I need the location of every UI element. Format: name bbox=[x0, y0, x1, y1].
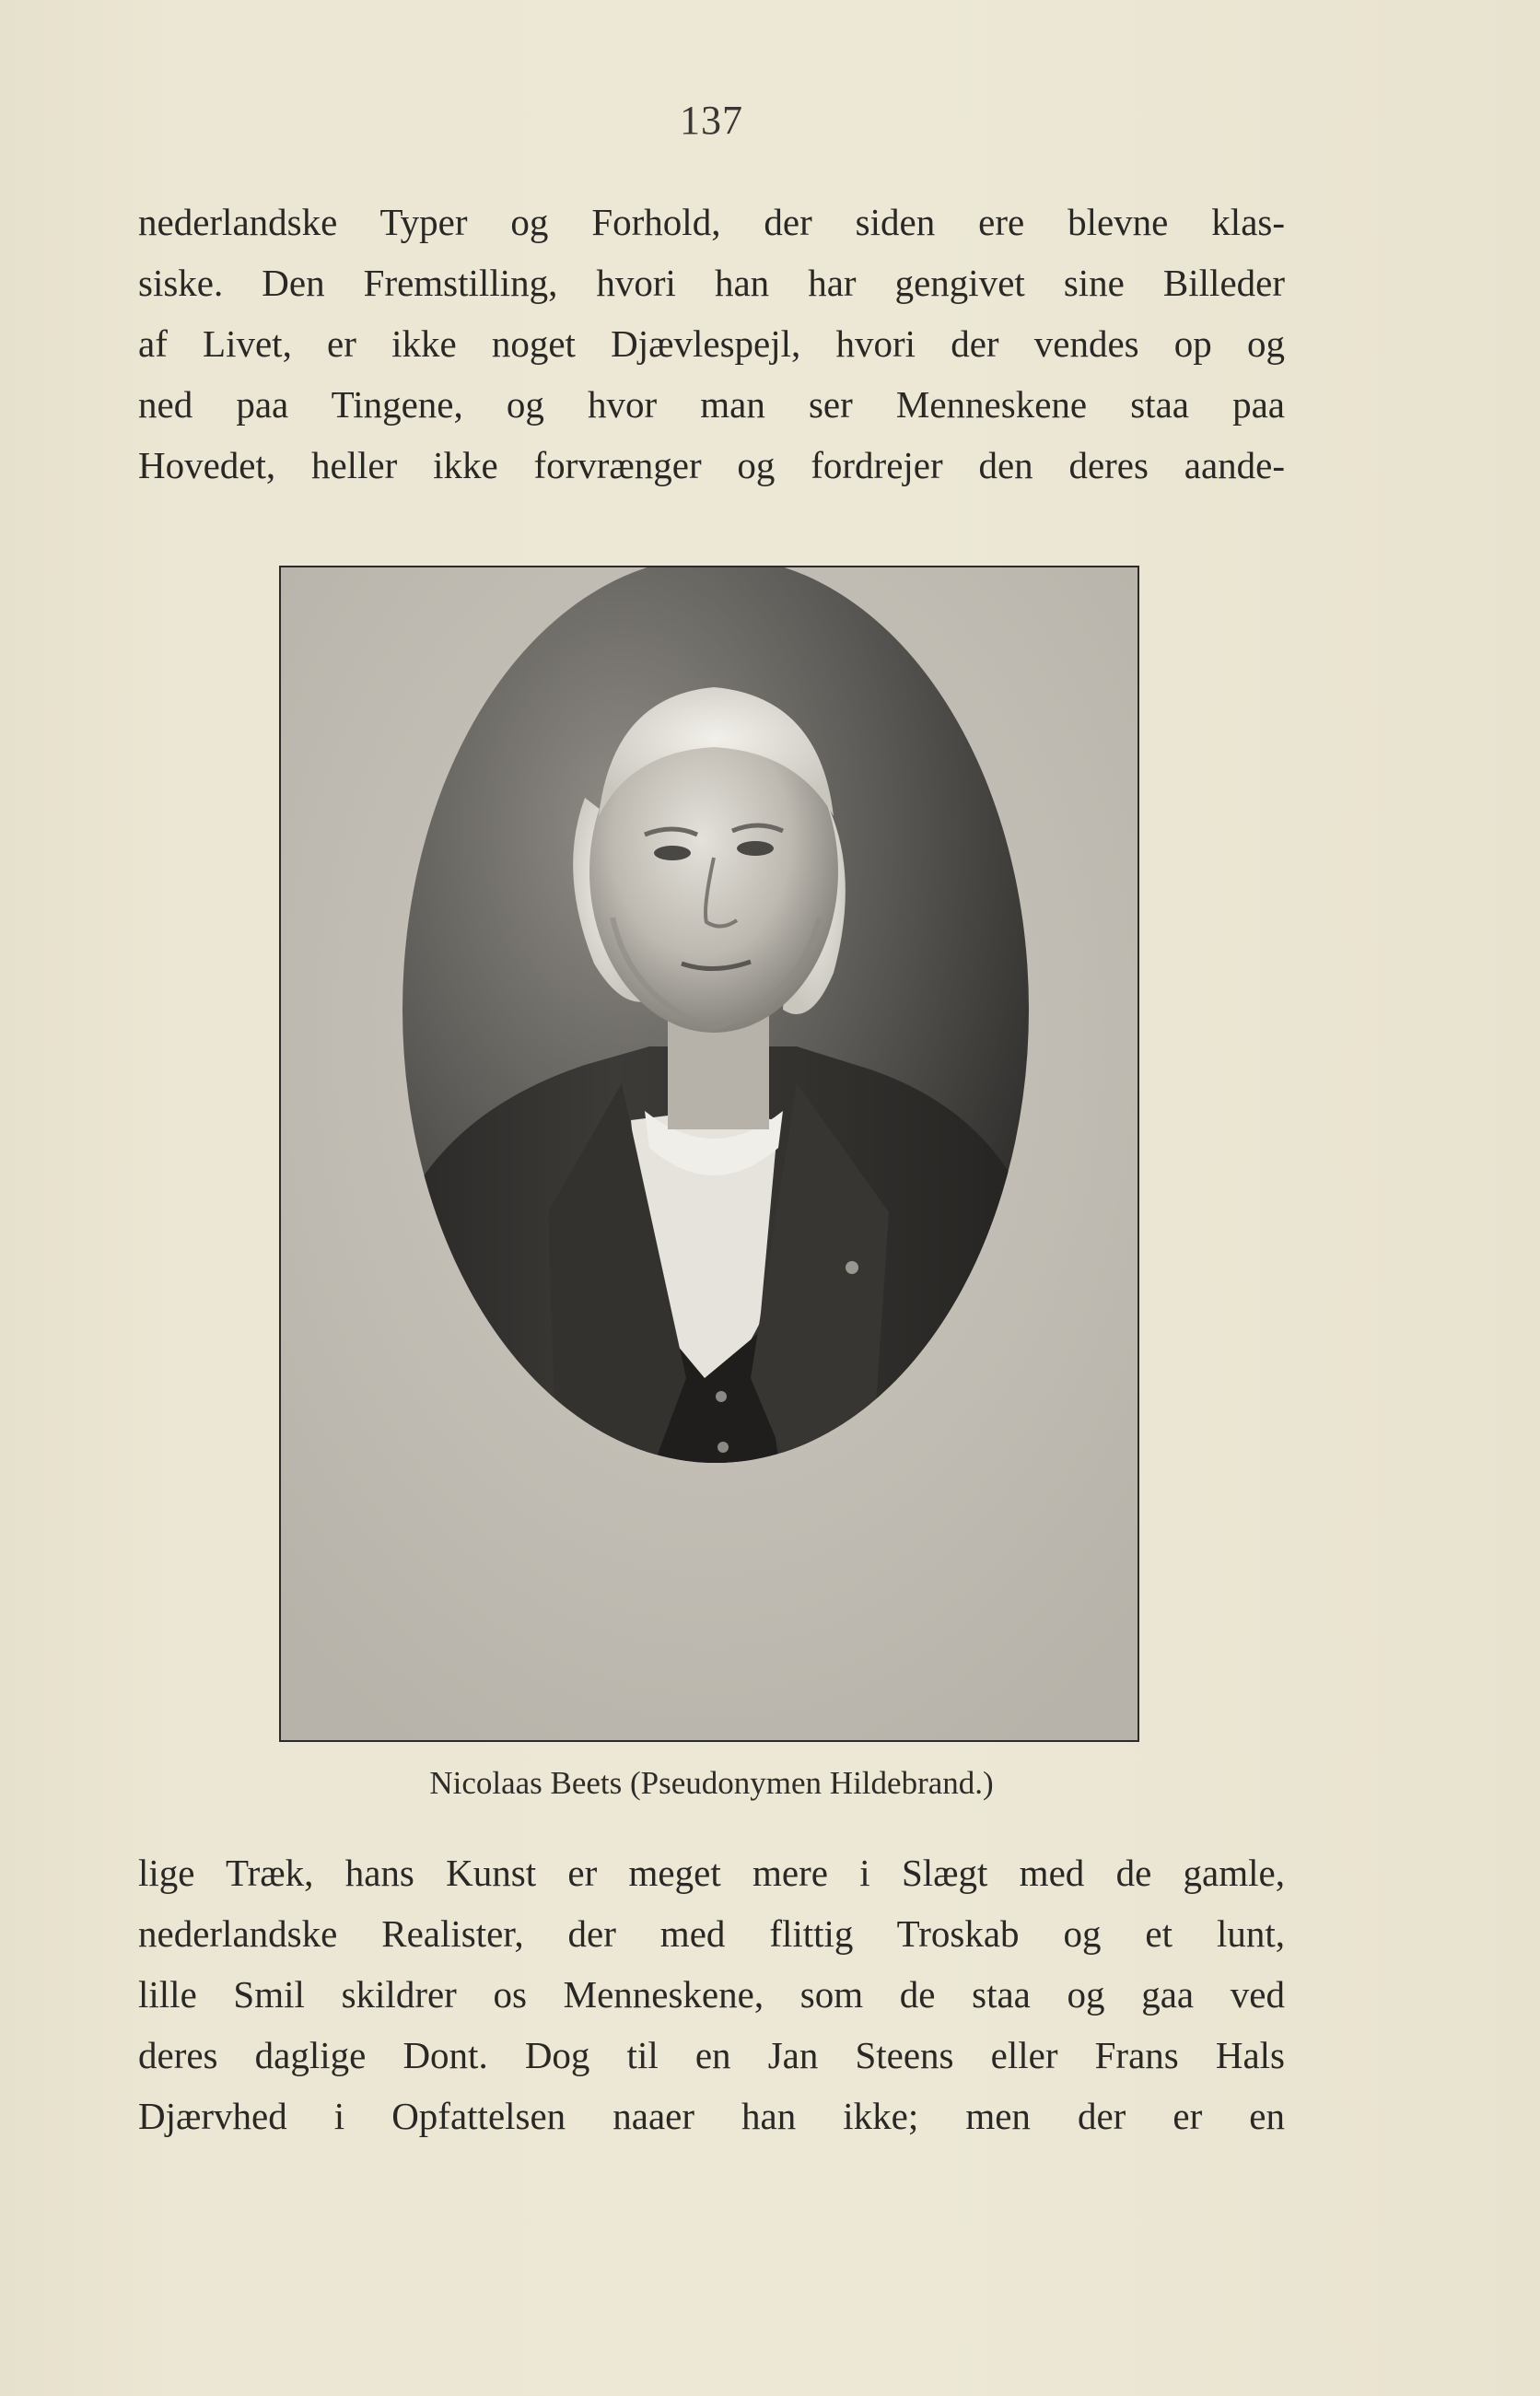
text-line: Djærvhed i Opfattelsen naaer han ikke; men der er en bbox=[138, 2095, 1285, 2137]
text-line: af Livet, er ikke noget Djævlespejl, hvori der vendes op og bbox=[138, 322, 1285, 365]
page-number: 137 bbox=[680, 98, 743, 143]
text-line: siske. Den Fremstilling, hvori han har gengivet sine Billeder bbox=[138, 262, 1285, 304]
text-line: nederlandske Realister, der med flittig Troskab og et lunt, bbox=[138, 1912, 1285, 1955]
portrait-photograph-icon bbox=[281, 567, 1138, 1740]
text-line: nederlandske Typer og Forhold, der siden ere blevne klas- bbox=[138, 201, 1285, 243]
text-line: lille Smil skildrer os Menneskene, som de staa og gaa ved bbox=[138, 1973, 1285, 2016]
figure-caption: Nicolaas Beets (Pseudonymen Hildebrand.) bbox=[429, 1765, 994, 1801]
text-line: deres daglige Dont. Dog til en Jan Steens eller Frans Hals bbox=[138, 2034, 1285, 2076]
text-line: lige Træk, hans Kunst er meget mere i Slægt med de gamle, bbox=[138, 1852, 1285, 1894]
bottom-paragraph bbox=[138, 1842, 1285, 2146]
text-line: Hovedet, heller ikke forvrænger og fordrejer den deres aande- bbox=[138, 444, 1285, 486]
text-line: ned paa Tingene, og hvor man ser Menneskene staa paa bbox=[138, 383, 1285, 426]
portrait-figure bbox=[279, 566, 1139, 1742]
top-paragraph bbox=[138, 192, 1285, 496]
